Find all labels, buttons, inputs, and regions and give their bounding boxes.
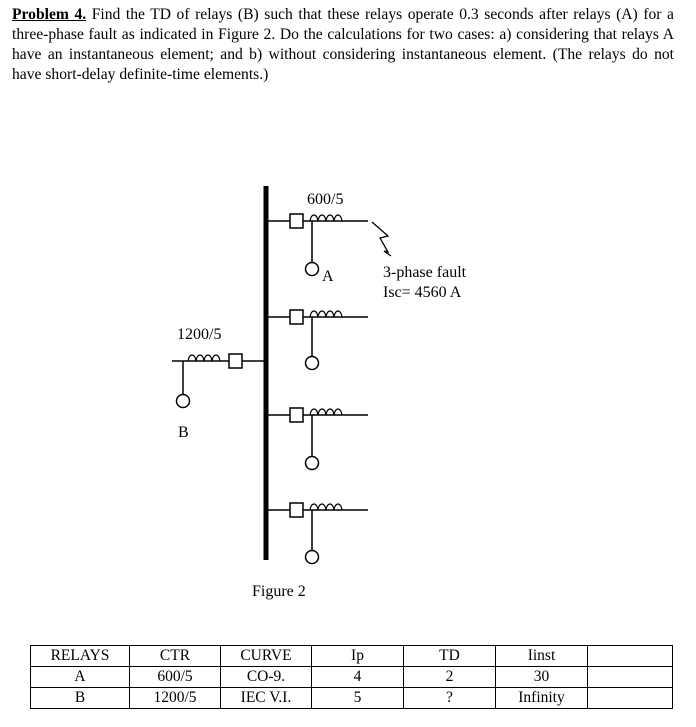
table-cell: Infinity [496,688,588,709]
table-cell: 5 [312,688,404,709]
table-cell: 30 [496,667,588,688]
ct-left-label: 1200/5 [177,326,222,343]
relay-a-circle [306,263,319,276]
table-header-cell [588,646,673,667]
table-cell: 2 [404,667,496,688]
breaker-2 [290,310,303,324]
feeder-2 [266,310,368,370]
breaker-3 [290,408,303,422]
table-cell: B [31,688,130,709]
relay-2-circle [306,357,319,370]
relay-4-circle [306,551,319,564]
relay-b-circle [177,395,190,408]
relay-b-label: B [178,424,189,441]
feeder-1 [266,214,391,276]
table-cell: 1200/5 [130,688,221,709]
table-header-cell: TD [404,646,496,667]
table-cell: IEC V.I. [221,688,312,709]
table-cell [588,688,673,709]
ct-top-label: 600/5 [307,191,344,208]
breaker-1 [290,214,303,228]
table-cell [588,667,673,688]
ct-4-coil [310,504,342,510]
table-header-cell: RELAYS [31,646,130,667]
table-cell: 600/5 [130,667,221,688]
breaker-incoming [229,354,242,368]
table-header-cell: Ip [312,646,404,667]
relay-a-label: A [322,268,334,285]
table-header-cell: CURVE [221,646,312,667]
ct-3-coil [310,409,342,415]
ct-incoming-coil [188,355,220,361]
fault-label-line2: Isc= 4560 A [383,284,462,301]
fault-label-line1: 3-phase fault [383,264,467,281]
table-cell: ? [404,688,496,709]
table-cell: A [31,667,130,688]
problem-label: Problem 4. [12,6,87,23]
table-cell: 4 [312,667,404,688]
ct-1-coil [310,215,342,221]
ct-2-coil [310,311,342,317]
table-header-cell: CTR [130,646,221,667]
table-row [31,667,673,688]
relay-settings-table [30,645,673,709]
table-header-row [31,646,673,667]
incoming-feeder [172,354,266,408]
problem-text: Find the TD of relays (B) such that these relays operate 0.3 seconds after relays (A) for a three-phase fault as indicated in Figure 2. Do the calculations for two cases: a) considering that relays A have an instantaneous element; and b) without considering instantaneous element. (The relays do not have short-delay definite-time elements.) [12,6,674,83]
breaker-4 [290,503,303,517]
figure-caption: Figure 2 [252,583,306,600]
table-header-cell: Iinst [496,646,588,667]
relay-3-circle [306,457,319,470]
feeder-4 [266,503,368,564]
table-row [31,688,673,709]
fault-bolt-icon [372,222,391,256]
table-cell: CO-9. [221,667,312,688]
feeder-3 [266,408,368,470]
